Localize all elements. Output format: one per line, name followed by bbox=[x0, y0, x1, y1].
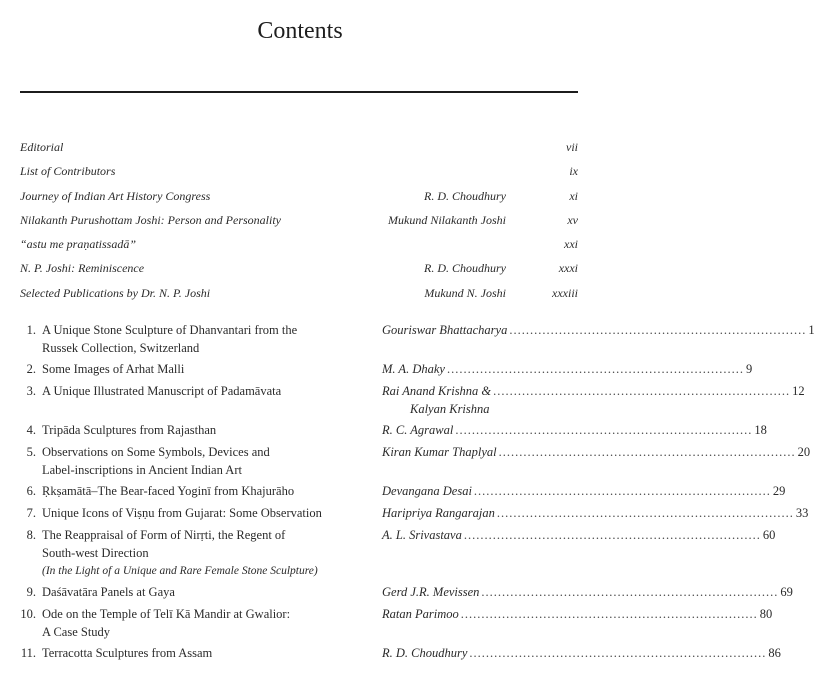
chapter-entry bbox=[20, 443, 811, 482]
chapter-list bbox=[20, 321, 815, 666]
front-matter-page: xv bbox=[567, 212, 578, 227]
front-matter-page: ix bbox=[569, 164, 578, 179]
chapter-author: R. D. Choudhury bbox=[382, 646, 468, 660]
chapter-author: R. C. Agrawal bbox=[382, 423, 454, 437]
front-matter-item bbox=[20, 164, 578, 188]
chapter-page: 80 bbox=[759, 607, 773, 621]
chapter-title-line: Unique Icons of Viṣṇu from Gujarat: Some Observation bbox=[42, 506, 322, 520]
page-title: Contents bbox=[257, 18, 343, 44]
chapter-page: 12 bbox=[792, 384, 805, 398]
chapter-page: 86 bbox=[768, 646, 781, 660]
chapter-entry bbox=[20, 482, 786, 504]
chapter-page: 20 bbox=[797, 445, 811, 459]
dot-leader: ........................................................................ bbox=[469, 646, 767, 660]
chapter-title-line: Some Images of Arhat Malli bbox=[42, 362, 185, 376]
dot-leader: ........................................................................ bbox=[446, 362, 744, 376]
chapter-title-line: South-west Direction bbox=[42, 546, 149, 560]
chapter-title-line: Daśāvatāra Panels at Gaya bbox=[42, 585, 175, 599]
chapter-page: 9 bbox=[745, 362, 753, 376]
chapter-entry bbox=[20, 583, 793, 605]
front-matter-author: Mukund N. Joshi bbox=[424, 285, 506, 300]
front-matter-page: vii bbox=[566, 140, 578, 154]
front-matter-page: xxxi bbox=[558, 261, 578, 276]
front-matter-item bbox=[20, 286, 578, 310]
dot-leader: ........................................................................ bbox=[460, 607, 758, 621]
dot-leader: ........................................................................ bbox=[473, 484, 771, 498]
chapter-title-line: A Unique Stone Sculpture of Dhanvantari from the bbox=[42, 323, 298, 337]
chapter-title-line: A Case Study bbox=[42, 625, 111, 639]
chapter-number: 4. bbox=[26, 423, 36, 437]
front-matter-title: Selected Publications by Dr. N. P. Joshi bbox=[20, 285, 211, 300]
front-matter-page: xxxiii bbox=[552, 285, 578, 300]
chapter-title-line: Observations on Some Symbols, Devices and bbox=[42, 445, 270, 459]
chapter-number: 6. bbox=[26, 484, 36, 498]
front-matter-title: Journey of Indian Art History Congress bbox=[20, 188, 211, 203]
chapter-author: A. L. Srivastava bbox=[382, 528, 462, 542]
chapter-subtitle: (In the Light of a Unique and Rare Female Stone Sculpture) bbox=[42, 565, 318, 577]
front-matter-item bbox=[20, 213, 578, 237]
front-matter-title: Editorial bbox=[20, 140, 64, 154]
chapter-entry bbox=[20, 605, 773, 644]
dot-leader: ........................................................................ bbox=[498, 445, 796, 459]
chapter-number: 9. bbox=[26, 585, 36, 599]
front-matter-item bbox=[20, 237, 578, 261]
dot-leader: ........................................................................ bbox=[496, 506, 794, 520]
chapter-title-line: Ode on the Temple of Telī Kā Mandir at Gwalior: bbox=[42, 607, 291, 621]
chapter-number: 1. bbox=[26, 323, 36, 337]
front-matter-list bbox=[20, 140, 578, 310]
chapter-number: 3. bbox=[26, 384, 36, 398]
chapter-author: M. A. Dhaky bbox=[382, 362, 445, 376]
chapter-author: Devangana Desai bbox=[382, 484, 472, 498]
chapter-number: 11. bbox=[20, 646, 36, 660]
chapter-entry bbox=[20, 321, 815, 360]
chapter-number: 5. bbox=[26, 445, 36, 459]
chapter-number: 8. bbox=[26, 528, 36, 542]
chapter-title-line: Ṛkṣamātā–The Bear-faced Yoginī from Khajurāho bbox=[42, 484, 295, 498]
chapter-page: 60 bbox=[762, 528, 776, 542]
chapter-entry bbox=[20, 382, 805, 421]
chapter-page: 1 bbox=[808, 323, 815, 337]
chapter-title-line: Tripāda Sculptures from Rajasthan bbox=[42, 423, 217, 437]
chapter-author: Gouriswar Bhattacharya bbox=[382, 323, 508, 337]
chapter-title-line: A Unique Illustrated Manuscript of Padamāvata bbox=[42, 384, 282, 398]
front-matter-title: Nilakanth Purushottam Joshi: Person and Personality bbox=[20, 212, 281, 227]
chapter-title-line: Label-inscriptions in Ancient Indian Art bbox=[42, 463, 242, 477]
chapter-entry bbox=[20, 644, 781, 666]
chapter-number: 7. bbox=[26, 506, 36, 520]
chapter-title-line: The Reappraisal of Form of Nirṛti, the Regent of bbox=[42, 528, 286, 542]
chapter-number: 10. bbox=[20, 607, 36, 621]
title-divider bbox=[20, 91, 578, 93]
chapter-author: Haripriya Rangarajan bbox=[382, 506, 495, 520]
chapter-entry bbox=[20, 421, 767, 443]
chapter-title-line: Russek Collection, Switzerland bbox=[42, 341, 200, 355]
chapter-entry bbox=[20, 504, 809, 526]
chapter-entry bbox=[20, 526, 776, 583]
chapter-title-line: Terracotta Sculptures from Assam bbox=[42, 646, 213, 660]
dot-leader: ........................................................................ bbox=[481, 585, 779, 599]
chapter-author: Kalyan Krishna bbox=[410, 402, 490, 416]
front-matter-item bbox=[20, 140, 578, 164]
chapter-author: Rai Anand Krishna & bbox=[382, 384, 492, 398]
front-matter-title: N. P. Joshi: Reminiscence bbox=[20, 261, 145, 276]
dot-leader: ........................................................................ bbox=[463, 528, 761, 542]
front-matter-page: xxi bbox=[564, 237, 578, 252]
chapter-page: 33 bbox=[795, 506, 809, 520]
front-matter-item bbox=[20, 261, 578, 285]
chapter-author: Kiran Kumar Thaplyal bbox=[382, 445, 497, 459]
chapter-entry bbox=[20, 360, 753, 382]
front-matter-author: R. D. Choudhury bbox=[424, 261, 506, 276]
front-matter-title: “astu me praṇatissadā” bbox=[20, 237, 137, 252]
front-matter-item bbox=[20, 189, 578, 213]
chapter-page: 18 bbox=[754, 423, 767, 437]
chapter-author: Ratan Parimoo bbox=[382, 607, 459, 621]
chapter-number: 2. bbox=[26, 362, 36, 376]
chapter-page: 29 bbox=[772, 484, 786, 498]
front-matter-author: Mukund Nilakanth Joshi bbox=[388, 212, 506, 227]
dot-leader: ........................................................................ bbox=[509, 323, 807, 337]
chapter-author: Gerd J.R. Mevissen bbox=[382, 585, 480, 599]
front-matter-author: R. D. Choudhury bbox=[424, 188, 506, 203]
front-matter-page: xi bbox=[569, 188, 578, 203]
chapter-page: 69 bbox=[780, 585, 793, 599]
front-matter-title: List of Contributors bbox=[20, 164, 116, 179]
dot-leader: ........................................................................ bbox=[493, 384, 791, 398]
dot-leader: ........................................................................ bbox=[455, 423, 753, 437]
